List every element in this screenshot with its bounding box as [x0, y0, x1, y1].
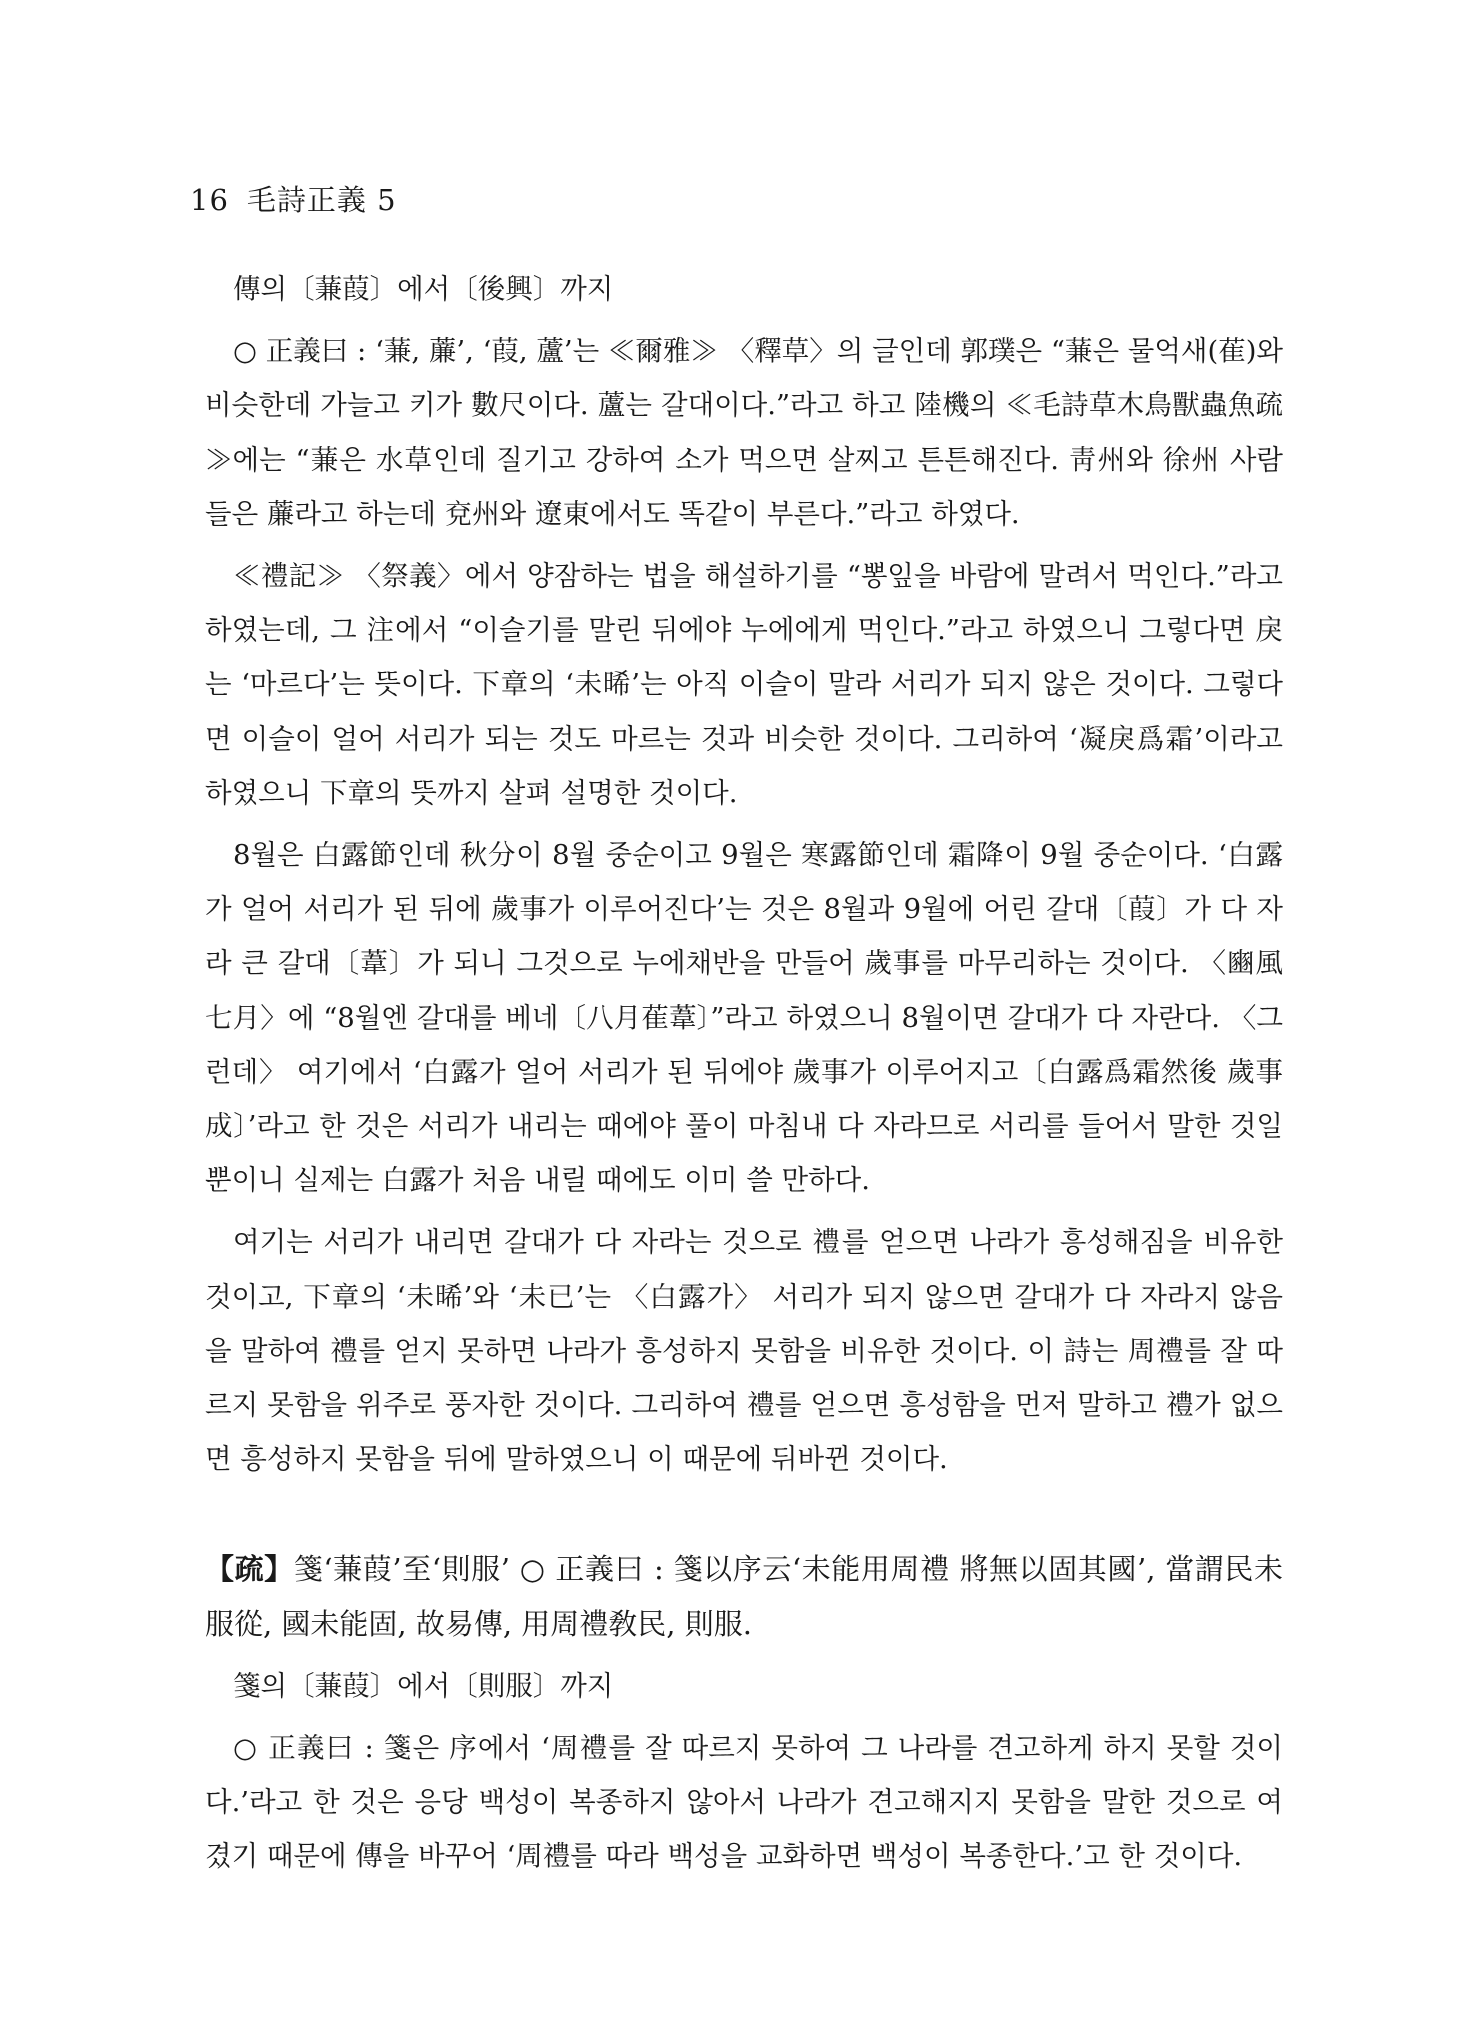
shu-passage — [205, 1542, 1283, 1650]
paragraph-erya: ○ 正義曰 : ‘蒹, 薕’, ‘葭, 蘆’는 ≪爾雅≫ 〈釋草〉의 글인데 郭璞은 “蒹은 물억새(萑)와 비슷한데 가늘고 키가 數尺이다. 蘆는 갈대이다.”라고 하고 陸機의 ≪毛詩草木鳥獸蟲魚疏≫에는 “蒹은 水草인데 질기고 강하여 소가 먹으면 살찌고 튼튼해진다. 靑州와 徐州 사람들은 薕라고 하는데 兗州와 遼東에서도 똑같이 부른다.”라고 하였다. — [205, 335, 1283, 530]
book-title: 毛詩正義 5 — [246, 183, 397, 217]
page-header — [190, 178, 415, 219]
shu-text: 箋‘蒹葭’至‘則服’ ○ 正義曰 : 箋以序云‘未能用周禮 將無以固其國’, 當謂民未服從, 國未能固, 故易傳, 用周禮敎民, 則服. — [205, 1552, 1283, 1641]
paragraph-metaphor: 여기는 서리가 내리면 갈대가 다 자라는 것으로 禮를 얻으면 나라가 흥성해짐을 비유한 것이고, 下章의 ‘未晞’와 ‘未已’는 〈白露가〉 서리가 되지 않으면 갈대가 다 자라지 않음을 말하여 禮를 얻지 못하면 나라가 흥성하지 못함을 비유한 것이다. 이 詩는 周禮를 잘 따르지 못함을 위주로 풍자한 것이다. 그리하여 禮를 얻으면 흥성함을 먼저 말하고 禮가 없으면 흥성하지 못함을 뒤에 말하였으니 이 때문에 뒤바뀐 것이다. — [205, 1226, 1283, 1476]
page-number: 16 — [190, 183, 229, 217]
shu-label: 【疏】 — [205, 1552, 294, 1587]
paragraph-liji: ≪禮記≫ 〈祭義〉에서 양잠하는 법을 해설하기를 “뽕잎을 바람에 말려서 먹인다.”라고 하였는데, 그 注에서 “이슬기를 말린 뒤에야 누에에게 먹인다.”라고 하였으니 그렇다면 戾는 ‘마르다’는 뜻이다. 下章의 ‘未晞’는 아직 이슬이 말라 서리가 되지 않은 것이다. 그렇다면 이슬이 얼어 서리가 되는 것도 마르는 것과 비슷한 것이다. 그리하여 ‘凝戾爲霜’이라고 하였으니 下章의 뜻까지 살펴 설명한 것이다. — [205, 560, 1283, 809]
paragraph-bailu: 8월은 白露節인데 秋分이 8월 중순이고 9월은 寒露節인데 霜降이 9월 중순이다. ‘白露가 얼어 서리가 된 뒤에 歲事가 이루어진다’는 것은 8월과 9월에 어린 갈대〔葭〕가 다 자라 큰 갈대〔葦〕가 되니 그것으로 누에채반을 만들어 歲事를 마무리하는 것이다. 〈豳風 七月〉에 “8월엔 갈대를 베네〔八月萑葦〕”라고 하였으니 8월이면 갈대가 다 자란다. 〈그런데〉 여기에서 ‘白露가 얼어 서리가 된 뒤에야 歲事가 이루어지고〔白露爲霜然後 歲事成〕’라고 한 것은 서리가 내리는 때에야 풀이 마침내 다 자라므로 서리를 들어서 말한 것일 뿐이니 실제는 白露가 처음 내릴 때에도 이미 쓸 만하다. — [205, 839, 1283, 1197]
section-heading-jian: 箋의〔蒹葭〕에서〔則服〕까지 — [233, 1669, 614, 1702]
section-heading-zhuan: 傳의〔蒹葭〕에서〔後興〕까지 — [233, 273, 614, 305]
paragraph-jian-commentary: ○ 正義曰 : 箋은 序에서 ‘周禮를 잘 따르지 못하여 그 나라를 견고하게 하지 못할 것이다.’라고 한 것은 응당 백성이 복종하지 않아서 나라가 견고해지지 못함을 말한 것으로 여겼기 때문에 傳을 바꾸어 ‘周禮를 따라 백성을 교화하면 백성이 복종한다.’고 한 것이다. — [205, 1732, 1283, 1873]
main-text — [205, 262, 1283, 1884]
